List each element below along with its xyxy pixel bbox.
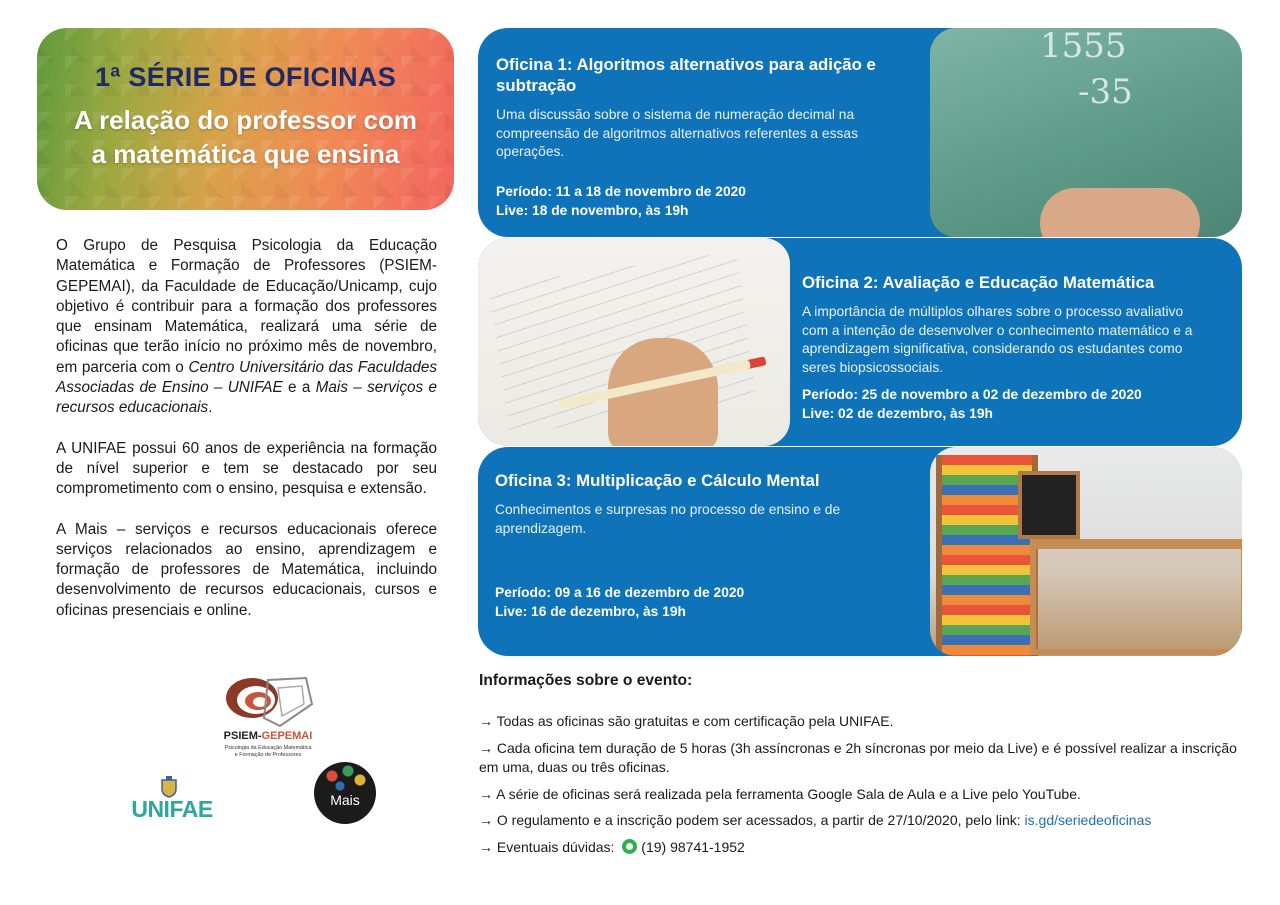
header-banner bbox=[37, 28, 454, 210]
chalk-number-1: 1555 bbox=[1040, 28, 1127, 66]
oficina-2-card bbox=[478, 238, 1242, 446]
chalkboard-photo bbox=[930, 28, 1242, 237]
intro-paragraph-2: A UNIFAE possui 60 anos de experiência na formação de nível superior e tem se destacado por seu comprometimento com o ensino, pesquisa e extensão. bbox=[56, 439, 437, 498]
unifae-logo bbox=[126, 776, 236, 826]
banner-main-title bbox=[37, 103, 454, 171]
intro-p1-part2: e a bbox=[282, 379, 316, 397]
wooden-shelf bbox=[1030, 539, 1242, 655]
info-item-free: → Todas as oficinas são gratuitas e com certificação pela UNIFAE. bbox=[479, 713, 894, 729]
intro-paragraph-3: A Mais – serviços e recursos educacionais oferece serviços relacionados ao ensino, aprendizagem e formação de professores de Matemática, incluindo desenvolvimento de recursos educacionais, cursos e oficinas presenciais e online. bbox=[56, 520, 437, 619]
intro-p1-mais: Mais – serviços e recursos educacionais bbox=[56, 379, 438, 417]
series-title: 1ª SÉRIE DE OFICINAS bbox=[94, 62, 397, 92]
oficina-2-live: Live: 02 de dezembro, às 19h bbox=[802, 405, 993, 421]
psiem-name-b: GEPEMAI bbox=[261, 730, 313, 742]
info-item-duration: → Cada oficina tem duração de 5 horas (3h assíncronas e 2h síncronas por meio da Live) e é possível realizar a inscrição em uma, duas ou três oficinas. bbox=[479, 739, 1237, 775]
oficina-1-card bbox=[478, 28, 1242, 237]
chalk-number-2: -35 bbox=[1078, 72, 1133, 112]
banner-title-line2: a matemática que ensina bbox=[91, 139, 400, 169]
event-info-heading: Informações sobre o evento: bbox=[479, 672, 693, 689]
oficina-1-dates bbox=[496, 183, 746, 220]
contact-phone: (19) 98741-1952 bbox=[641, 838, 745, 855]
mais-dots-icon bbox=[314, 762, 376, 792]
oficina-2-title: Oficina 2: Avaliação e Educação Matemática bbox=[802, 273, 1155, 292]
psiem-name-a: PSIEM- bbox=[223, 730, 262, 742]
banner-title-line1: A relação do professor com bbox=[74, 105, 417, 135]
oficina-1-body bbox=[496, 54, 901, 162]
psiem-sub-line1: Psicologia da Educação Matemática bbox=[224, 745, 312, 751]
intro-text bbox=[56, 236, 437, 641]
intro-paragraph-1 bbox=[56, 236, 437, 419]
oficina-1-title: Oficina 1: Algoritmos alternativos para adição e subtração bbox=[496, 55, 876, 95]
hand-with-chalk bbox=[1040, 188, 1200, 237]
oficina-2-period: Período: 25 de novembro a 02 de dezembro de 2020 bbox=[802, 387, 1142, 402]
small-blackboard bbox=[1018, 471, 1080, 539]
oficina-3-title: Oficina 3: Multiplicação e Cálculo Mental bbox=[495, 471, 820, 490]
oficina-3-description: Conhecimentos e surpresas no processo de ensino e de aprendizagem. bbox=[495, 502, 841, 536]
mais-wordmark: Mais bbox=[330, 792, 360, 808]
info-item-platform: → A série de oficinas será realizada pela ferramenta Google Sala de Aula e a Live pelo YouTube. bbox=[479, 785, 1081, 802]
oficina-3-period: Período: 09 a 16 de dezembro de 2020 bbox=[495, 585, 745, 600]
info-contact-text: → Eventuais dúvidas: bbox=[479, 838, 619, 855]
intro-p1-part1: O Grupo de Pesquisa Psicologia da Educação Matemática e Formação de Professores (PSIEM-GEPEMAI), da Faculdade de Educação/Unicamp, cujo objetivo é contribuir para a formação dos professores que ensinam Matemática, realizará uma série de oficinas que terão início no próximo mês de novembro, em parceria com o bbox=[56, 237, 437, 376]
exam-paper-photo bbox=[478, 238, 790, 446]
psiem-sub-line2: e Formação de Professores bbox=[234, 752, 302, 758]
oficina-3-dates bbox=[495, 584, 744, 621]
psiem-mark-icon bbox=[220, 674, 316, 730]
unifae-wordmark: UNIFAE bbox=[131, 796, 213, 822]
info-item-registration bbox=[479, 811, 1239, 831]
info-item-contact bbox=[479, 838, 1239, 858]
oficina-3-body bbox=[495, 470, 905, 538]
oficina-1-description: Uma discussão sobre o sistema de numeração decimal na compreensão de algoritmos alternativos referentes a essas operações. bbox=[496, 107, 858, 159]
event-info bbox=[479, 672, 1239, 864]
oficina-2-dates bbox=[802, 386, 1142, 423]
mais-logo bbox=[314, 762, 376, 824]
oficina-2-body bbox=[802, 272, 1212, 377]
oficina-3-card bbox=[478, 447, 1242, 656]
info-registration-text: → O regulamento e a inscrição podem ser acessados, a partir de 27/10/2020, pelo link: bbox=[479, 812, 1025, 828]
oficina-1-live: Live: 18 de novembro, às 19h bbox=[496, 202, 689, 218]
psiem-name bbox=[208, 730, 328, 742]
psiem-subtitle bbox=[208, 745, 328, 759]
oficina-3-live: Live: 16 de dezembro, às 19h bbox=[495, 603, 686, 619]
intro-p1-unifae: Centro Universitário das Faculdades Associadas de Ensino – UNIFAE bbox=[56, 358, 438, 397]
registration-link[interactable]: is.gd/seriedeoficinas bbox=[1024, 812, 1152, 828]
oficina-2-description: A importância de múltiplos olhares sobre o processo avaliativo com a intenção de desenvolver o conhecimento matemático e a aprendizagem significativa, considerando os estudantes como seres biopsicossociais. bbox=[802, 304, 1193, 375]
psiem-gepemai-logo bbox=[208, 672, 328, 762]
whatsapp-icon bbox=[622, 839, 637, 854]
intro-p1-end: . bbox=[208, 399, 213, 417]
unifae-crest-icon bbox=[160, 776, 178, 798]
classroom-abacus-photo bbox=[930, 447, 1242, 656]
oficina-1-period: Período: 11 a 18 de novembro de 2020 bbox=[496, 184, 746, 199]
